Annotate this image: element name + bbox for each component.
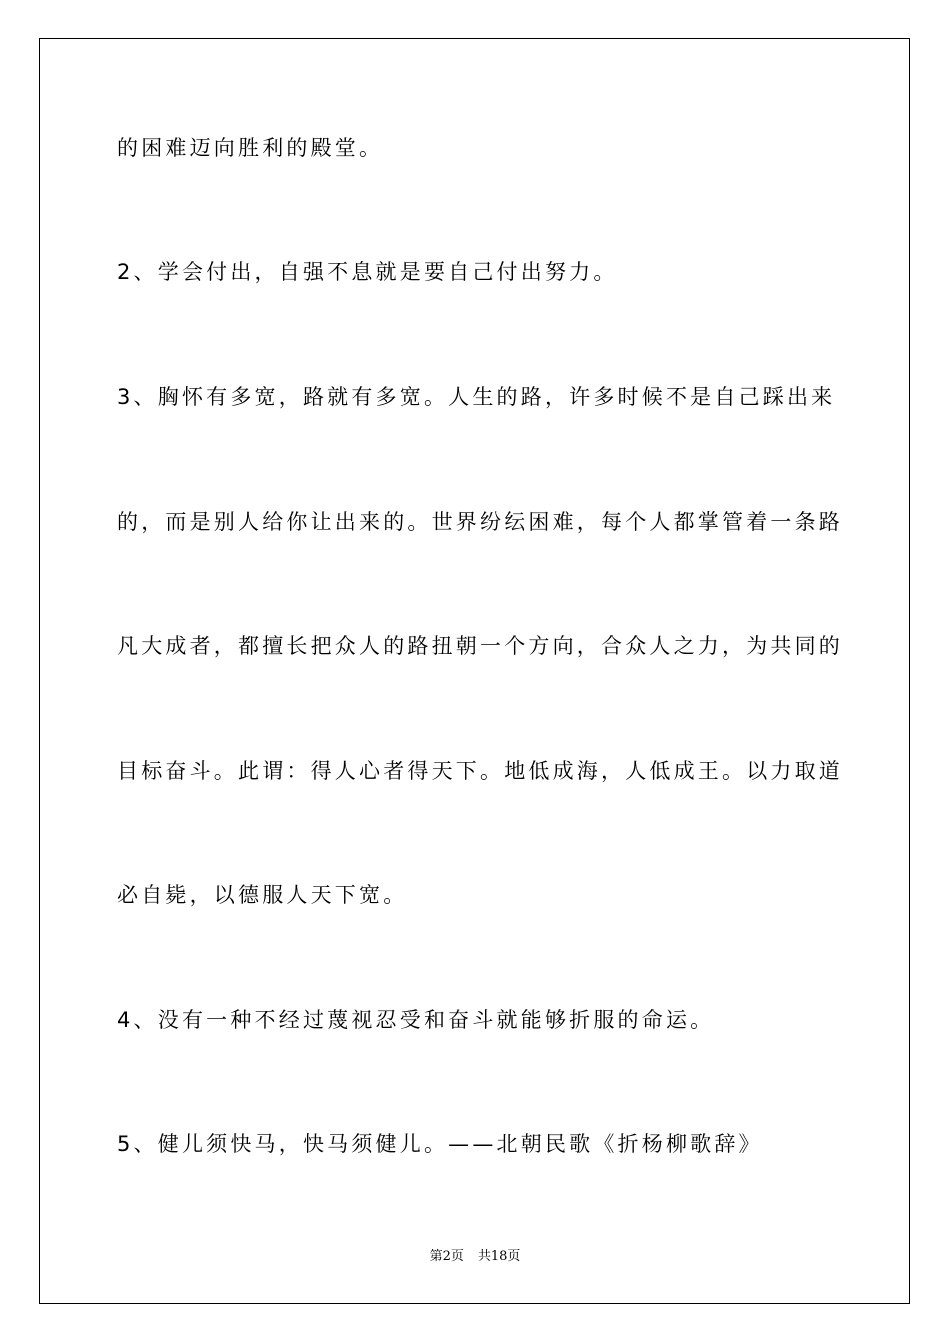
- page-number: 第2页: [429, 1249, 464, 1264]
- page-footer: [0, 1248, 950, 1266]
- text-line: 3、胸怀有多宽，路就有多宽。人生的路，许多时候不是自己踩出来: [117, 385, 836, 409]
- text-line: 2、学会付出，自强不息就是要自己付出努力。: [117, 260, 618, 284]
- text-line: 4、没有一种不经过蔑视忍受和奋斗就能够折服的命运。: [117, 1008, 715, 1032]
- text-line: 的困难迈向胜利的殿堂。: [117, 136, 384, 160]
- text-line: 5、健儿须快马，快马须健儿。——北朝民歌《折杨柳歌辞》: [117, 1132, 763, 1156]
- text-line: 必自毙，以德服人天下宽。: [117, 883, 408, 907]
- text-line: 凡大成者，都擅长把众人的路扭朝一个方向，合众人之力，为共同的: [117, 634, 843, 658]
- page-border: [39, 38, 910, 1304]
- text-line: 目标奋斗。此谓：得人心者得天下。地低成海，人低成王。以力取道: [117, 759, 843, 783]
- text-line: 的，而是别人给你让出来的。世界纷纭困难，每个人都掌管着一条路: [117, 510, 843, 534]
- page-total: 共18页: [477, 1249, 521, 1264]
